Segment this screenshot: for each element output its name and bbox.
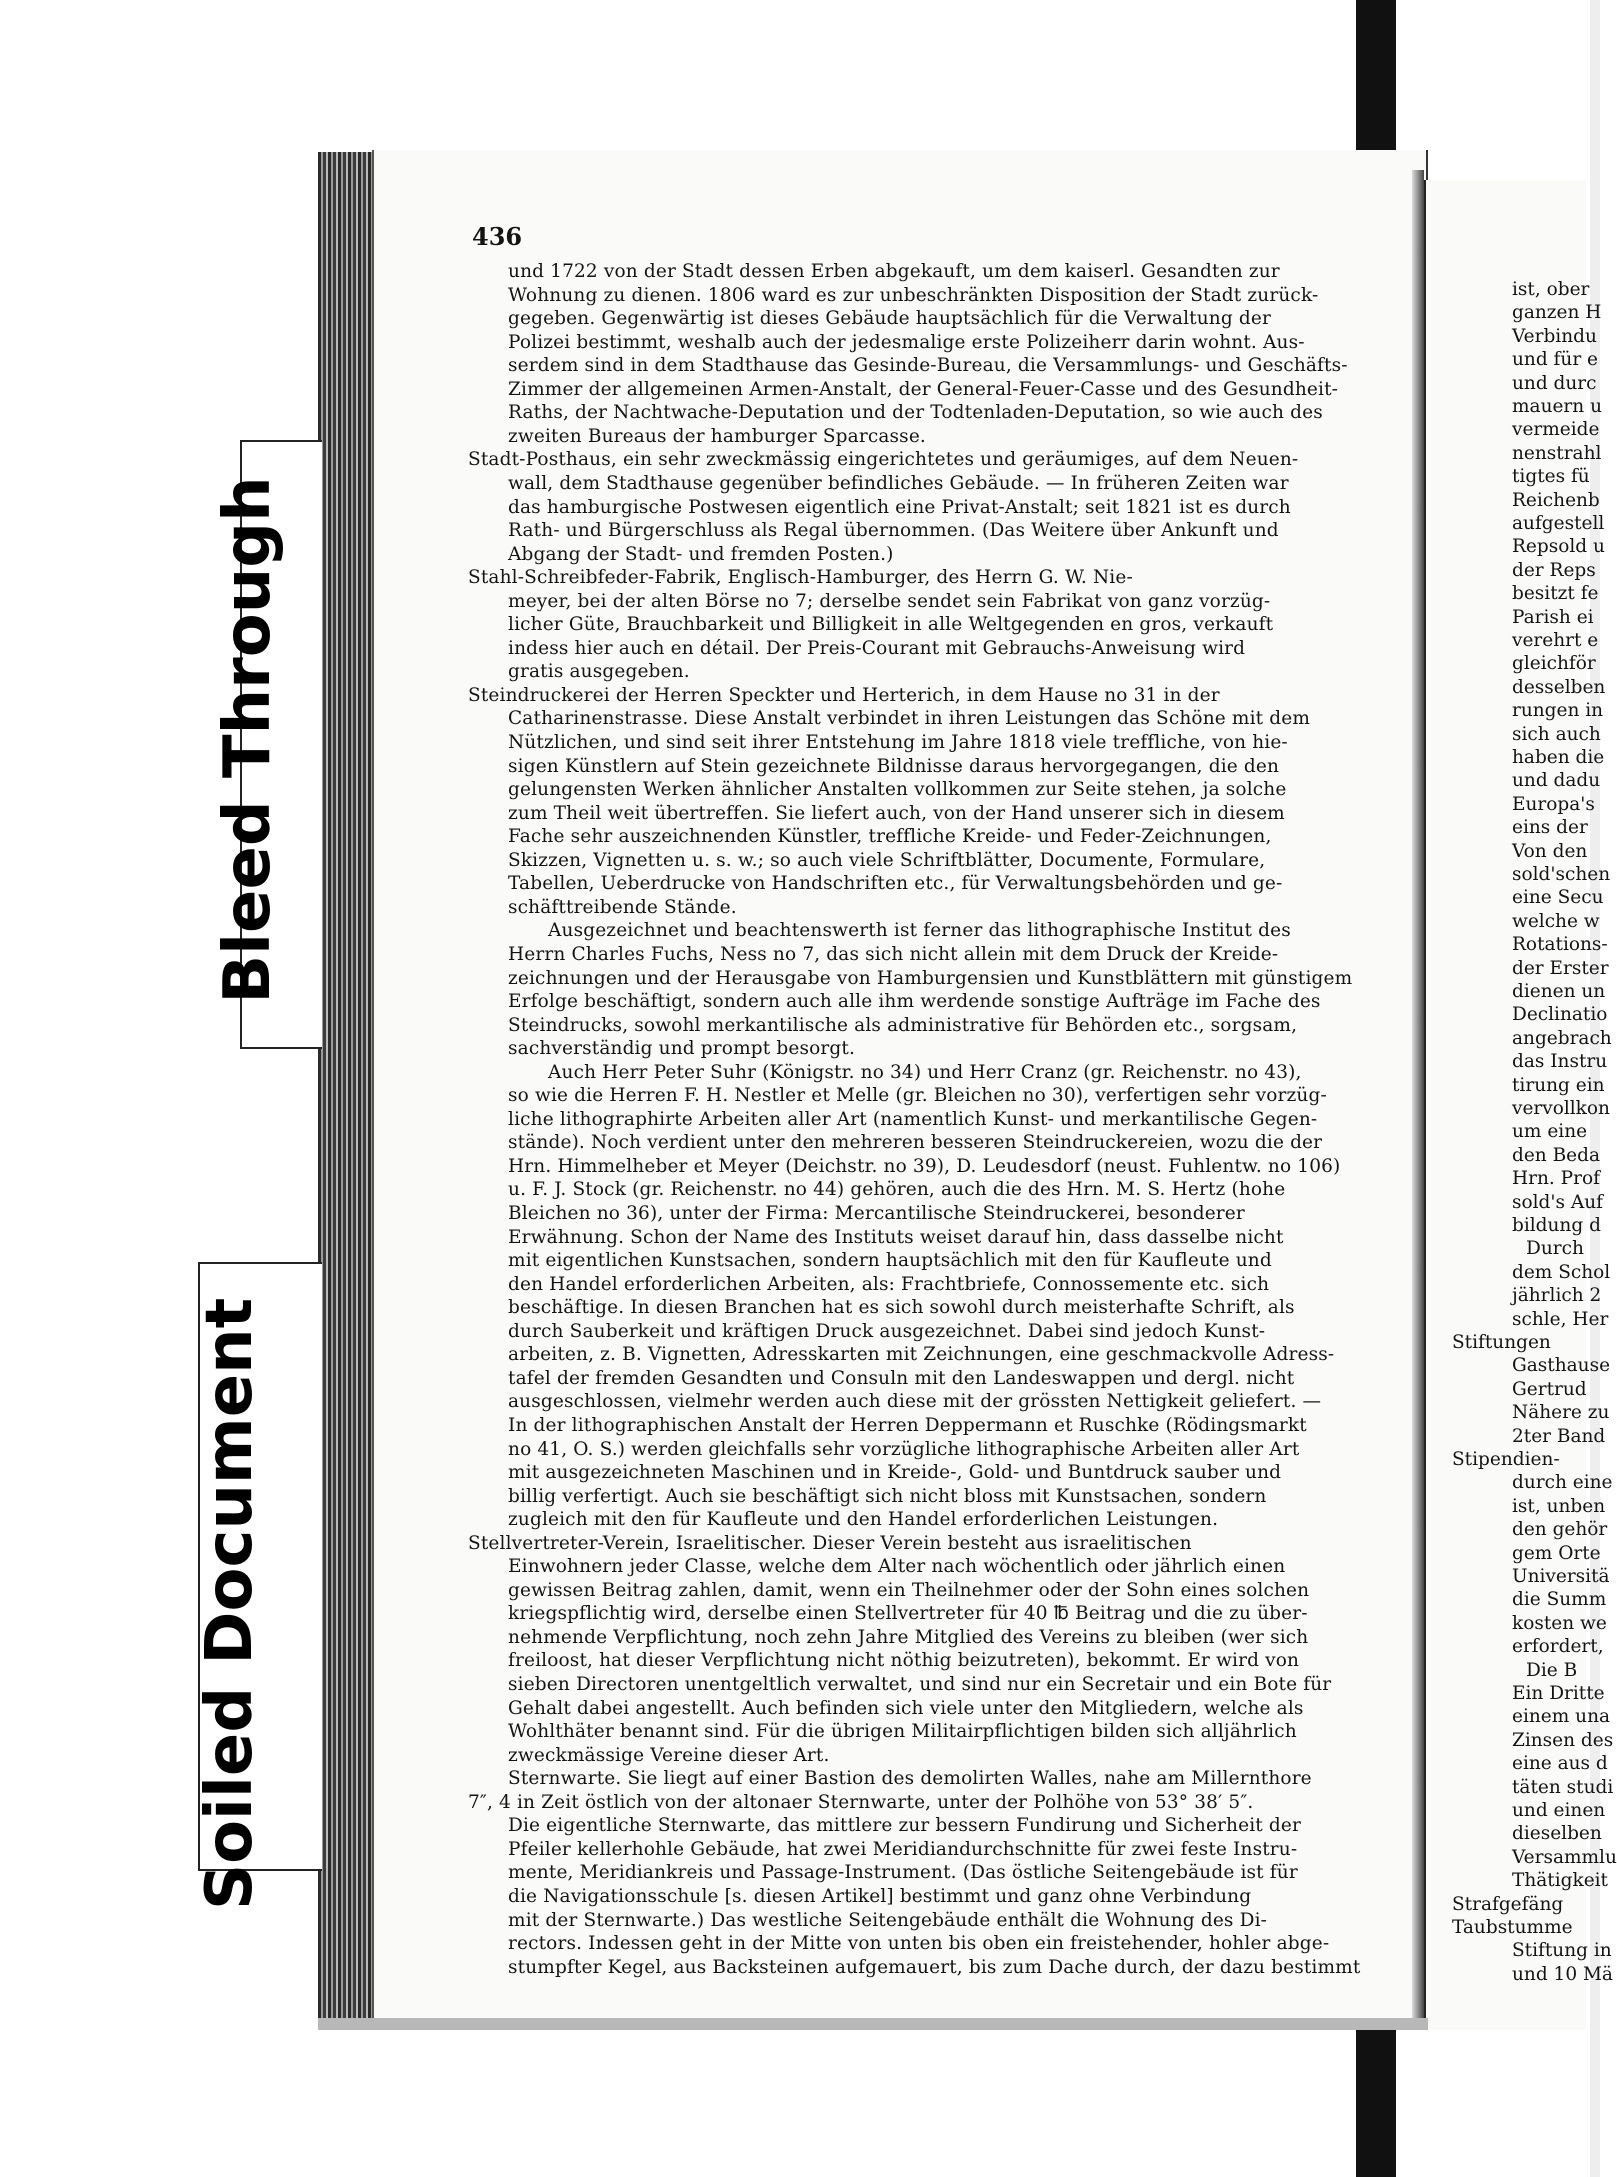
text-line: und 1722 von der Stadt dessen Erben abgekauft, um dem kaiserl. Gesandten zur (508, 261, 1280, 282)
text-line: zum Theil weit übertreffen. Sie liefert auch, von der Hand unserer sich in diesem (508, 802, 1285, 824)
text-line-fragment: desselben (1512, 676, 1606, 698)
text-line-fragment: Strafgefäng (1452, 1893, 1564, 1915)
text-line-fragment: Stipendien- (1452, 1449, 1560, 1470)
text-line: stumpfter Kegel, aus Backsteinen aufgemauert, bis zum Dache durch, der dazu bestimmt (508, 1956, 1361, 1978)
text-line-fragment: und einen (1512, 1800, 1606, 1821)
text-line-fragment: erfordert, (1512, 1636, 1604, 1658)
text-line-fragment: Rotations- (1512, 934, 1608, 956)
text-line-fragment: Gertrud (1512, 1378, 1587, 1400)
text-line-fragment: verehrt e (1512, 630, 1599, 651)
text-line-fragment: dem Schol (1512, 1261, 1611, 1283)
text-line-fragment: Parish ei (1512, 606, 1594, 628)
text-line-fragment: besitzt fe (1512, 583, 1599, 605)
text-line-fragment: Versammlu (1512, 1846, 1617, 1868)
text-line: stände). Noch verdient unter den mehreren besseren Steindruckereien, wozu die der (508, 1132, 1323, 1154)
text-line-fragment: dieselben (1512, 1823, 1602, 1845)
soiled-document-label: Soiled Document (193, 1297, 267, 1910)
text-line: Steindruckerei der Herren Speckter und Herterich, in dem Hause no 31 in der (468, 684, 1220, 706)
text-line-fragment: Ein Dritte (1512, 1683, 1605, 1704)
text-line: durch Sauberkeit und kräftigen Druck ausgezeichnet. Dabei sind jedoch Kunst- (508, 1320, 1266, 1342)
text-line-fragment: Reichenb (1512, 489, 1600, 511)
text-line: schäfttreibende Stände. (508, 896, 737, 918)
text-line: zweiten Bureaus der hamburger Sparcasse. (508, 425, 926, 447)
text-line: tafel der fremden Gesandten und Consuln mit den Landeswappen und dergl. nicht (508, 1367, 1295, 1389)
text-line: gratis ausgegeben. (508, 661, 690, 683)
text-line-fragment: Declinatio (1512, 1004, 1608, 1026)
text-line-fragment: tirung ein (1512, 1074, 1605, 1096)
text-line: mit ausgezeichneten Maschinen und in Kreide-, Gold- und Buntdruck sauber und (508, 1462, 1282, 1484)
text-line: Catharinenstrasse. Diese Anstalt verbindet in ihren Leistungen das Schöne mit dem (508, 708, 1311, 730)
text-line: gegeben. Gegenwärtig ist dieses Gebäude hauptsächlich für die Verwaltung der (508, 308, 1271, 330)
text-line-fragment: die Summ (1512, 1589, 1607, 1611)
text-line: beschäftige. In diesen Branchen hat es sich sowohl durch meisterhafte Schrift, als (508, 1297, 1295, 1319)
text-line-fragment: Die B (1526, 1659, 1578, 1681)
text-line: Sternwarte. Sie liegt auf einer Bastion des demolirten Walles, nahe am Millernthore (508, 1768, 1312, 1790)
text-line-fragment: Durch (1526, 1238, 1584, 1260)
text-line-fragment: aufgestell (1512, 513, 1605, 534)
text-line-fragment: den Beda (1512, 1144, 1601, 1166)
text-line: mit eigentlichen Kunstsachen, sondern hauptsächlich mit den für Kaufleute und (508, 1250, 1272, 1272)
text-line: Hrn. Himmelheber et Meyer (Deichstr. no 39), D. Leudesdorf (neust. Fuhlentw. no 106) (508, 1155, 1341, 1177)
text-line: wall, dem Stadthause gegenüber befindliches Gebäude. — In früheren Zeiten war (508, 472, 1289, 494)
text-line-fragment: tigtes fü (1512, 466, 1590, 488)
text-line: Einwohnern jeder Classe, welche dem Alter nach wöchentlich oder jährlich einen (508, 1556, 1286, 1578)
text-line-fragment: Universitä (1512, 1566, 1610, 1587)
text-line: indess hier auch en détail. Der Preis-Courant mit Gebrauchs-Anweisung wird (508, 637, 1246, 659)
text-line-fragment: jährlich 2 (1512, 1285, 1602, 1307)
text-line-fragment: Europa's (1512, 793, 1595, 815)
text-line: no 41, O. S.) werden gleichfalls sehr vorzügliche lithographische Arbeiten aller Art (508, 1438, 1300, 1460)
text-line: Steindrucks, sowohl merkantilische als administrative für Behörden etc., sorgsam, (508, 1014, 1298, 1036)
text-line-fragment: Von den (1512, 840, 1588, 862)
text-line: zugleich mit den für Kaufleute und den Handel erforderlichen Leistungen. (508, 1509, 1219, 1531)
text-line-fragment: rungen in (1512, 700, 1604, 722)
text-line: Fache sehr auszeichnenden Künstler, treffliche Kreide- und Feder-Zeichnungen, (508, 826, 1272, 848)
text-line-fragment: Stiftung in (1512, 1940, 1612, 1962)
text-line: mit der Sternwarte.) Das westliche Seitengebäude enthält die Wohnung des Di- (508, 1909, 1268, 1931)
text-line-fragment: Taubstumme (1452, 1917, 1573, 1938)
text-line: mente, Meridiankreis und Passage-Instrument. (Das östliche Seitengebäude ist für (508, 1862, 1298, 1884)
text-line: Gehalt dabei angestellt. Auch befinden sich viele unter den Mitgliedern, welche als (508, 1697, 1304, 1719)
text-line-fragment: Verbindu (1512, 325, 1597, 347)
text-line-fragment: angebrach (1512, 1027, 1612, 1049)
text-line: Erfolge beschäftigt, sondern auch alle ihm werdende sonstige Aufträge im Fache des (508, 991, 1321, 1013)
text-line: Stahl-Schreibfeder-Fabrik, Englisch-Hamburger, des Herrn G. W. Nie- (468, 567, 1133, 589)
text-line-fragment: bildung d (1512, 1215, 1601, 1236)
text-line-fragment: eine aus d (1512, 1753, 1608, 1775)
text-line: Stellvertreter-Verein, Israelitischer. Dieser Verein besteht aus israelitischen (468, 1532, 1192, 1554)
text-line: sieben Directoren unentgeltlich verwaltet, und sind nur ein Secretair und ein Bote für (508, 1674, 1332, 1695)
text-line-fragment: der Reps (1512, 559, 1596, 581)
text-line: Die eigentliche Sternwarte, das mittlere zur bessern Fundirung und Sicherheit der (508, 1815, 1301, 1837)
bleed-through-label: Bleed Through (211, 476, 285, 1004)
text-line: Rath- und Bürgerschluss als Regal übernommen. (Das Weitere über Ankunft und (508, 520, 1279, 542)
text-line: meyer, bei der alten Börse no 7; derselbe sendet sein Fabrikat von ganz vorzüg- (508, 590, 1271, 612)
text-line: Herrn Charles Fuchs, Ness no 7, das sich nicht allein mit dem Druck der Kreide- (508, 943, 1279, 965)
text-line: rectors. Indessen geht in der Mitte von unten bis oben ein freistehender, hohler abge- (508, 1933, 1330, 1955)
text-line-fragment: sold'schen (1512, 864, 1611, 885)
text-line: Wohlthäter benannt sind. Für die übrigen Militairpflichtigen bilden sich alljährlich (508, 1721, 1297, 1743)
text-line: nehmende Verpflichtung, noch zehn Jahre Mitglied des Vereins zu bleiben (wer sich (508, 1626, 1309, 1648)
text-line-fragment: ist, unben (1512, 1495, 1606, 1517)
text-line: sigen Künstlern auf Stein gezeichnete Bildnisse daraus hervorgegangen, die den (508, 755, 1280, 777)
text-line-fragment: um eine (1512, 1121, 1588, 1143)
text-line: ausgeschlossen, vielmehr werden auch diese mit der grössten Nettigkeit geliefert. — (508, 1391, 1322, 1413)
text-line-fragment: ganzen H (1512, 302, 1602, 324)
text-line: das hamburgische Postwesen eigentlich eine Privat-Anstalt; seit 1821 ist es durch (508, 496, 1291, 518)
page-number: 436 (472, 222, 523, 251)
text-line: sachverständig und prompt besorgt. (508, 1038, 855, 1060)
text-line: 7″, 4 in Zeit östlich von der altonaer Sternwarte, unter der Polhöhe von 53° 38′ 5″. (468, 1791, 1254, 1813)
text-line: billig verfertigt. Auch sie beschäftigt sich nicht bloss mit Kunstsachen, sondern (508, 1485, 1267, 1507)
text-line-fragment: Hrn. Prof (1512, 1168, 1600, 1190)
text-line: gewissen Beitrag zahlen, damit, wenn ein Theilnehmer oder der Sohn eines solchen (508, 1579, 1310, 1601)
text-line-fragment: den gehör (1512, 1519, 1608, 1541)
text-line: Pfeiler kellerhohle Gebäude, hat zwei Meridiandurchschnitte für zwei feste Instru- (508, 1838, 1298, 1860)
text-line-fragment: dienen un (1512, 981, 1606, 1002)
text-line-fragment: Repsold u (1512, 536, 1605, 558)
text-line-fragment: vervollkon (1512, 1098, 1610, 1119)
text-line: zweckmässige Vereine dieser Art. (508, 1744, 830, 1766)
text-line-fragment: und dadu (1512, 770, 1601, 792)
text-line-fragment: ist, ober (1512, 279, 1590, 300)
text-line-fragment: täten studi (1512, 1776, 1614, 1798)
text-line: Bleichen no 36), unter der Firma: Mercantilische Steindruckerei, besonderer (508, 1203, 1245, 1224)
text-line: licher Güte, Brauchbarkeit und Billigkeit in alle Weltgegenden en gros, verkauft (508, 614, 1274, 636)
text-line-fragment: und für e (1512, 349, 1598, 371)
text-line: freiloost, hat dieser Verpflichtung nicht nöthig beizutreten), bekommt. Er wird von (508, 1650, 1300, 1672)
text-line-fragment: 2ter Band (1512, 1425, 1606, 1447)
text-line: Raths, der Nachtwache-Deputation und der Todtenladen-Deputation, so wie auch des (508, 402, 1323, 424)
text-line: Zimmer der allgemeinen Armen-Anstalt, der General-Feuer-Casse und des Gesundheit- (508, 378, 1339, 400)
text-line: Tabellen, Ueberdrucke von Handschriften etc., für Verwaltungsbehörden und ge- (508, 873, 1283, 895)
text-line-fragment: Thätigkeit (1512, 1870, 1608, 1892)
text-line: serdem sind in dem Stadthause das Gesinde-Bureau, die Versammlungs- und Geschäfts- (508, 355, 1348, 377)
text-line: Wohnung zu dienen. 1806 ward es zur unbeschränkten Disposition der Stadt zurück- (508, 284, 1319, 306)
text-line-fragment: eine Secu (1512, 887, 1604, 909)
text-line-fragment: Zinsen des (1512, 1729, 1614, 1751)
text-line-fragment: mauern u (1512, 396, 1602, 417)
text-line-fragment: eins der (1512, 817, 1588, 839)
text-line: liche lithographirte Arbeiten aller Art (namentlich Kunst- und merkantilische Gegen- (508, 1108, 1318, 1130)
text-line: kriegspflichtig wird, derselbe einen Stellvertreter für 40 ℔ Beitrag und die zu über- (508, 1603, 1308, 1625)
text-line-fragment: sold's Auf (1512, 1191, 1603, 1213)
text-line-fragment: Gasthause (1512, 1355, 1611, 1377)
text-line: Auch Herr Peter Suhr (Königstr. no 34) und Herr Cranz (gr. Reichenstr. no 43), (548, 1061, 1302, 1083)
text-line: Abgang der Stadt- und fremden Posten.) (508, 543, 894, 565)
text-line-fragment: Nähere zu (1512, 1402, 1610, 1424)
text-line-fragment: durch eine (1512, 1472, 1613, 1494)
text-line: arbeiten, z. B. Vignetten, Adresskarten mit Zeichnungen, eine geschmackvolle Adress- (508, 1344, 1335, 1366)
text-line: den Handel erforderlichen Arbeiten, als: Frachtbriefe, Connossemente etc. sich (508, 1273, 1270, 1295)
text-line: gelungensten Werken ähnlicher Anstalten vollkommen zur Seite stehen, ja solche (508, 779, 1287, 801)
text-line: so wie die Herren F. H. Nestler et Melle (gr. Bleichen no 30), verfertigen sehr vorzüg- (508, 1085, 1327, 1107)
text-line-fragment: kosten we (1512, 1612, 1607, 1634)
text-line: zeichnungen und der Herausgabe von Hamburgensien und Kunstblättern mit günstigem (508, 967, 1353, 989)
text-line-fragment: gem Orte (1512, 1542, 1601, 1564)
text-line-fragment: haben die (1512, 747, 1605, 768)
text-line-fragment: nenstrahl (1512, 442, 1602, 464)
text-line-fragment: das Instru (1512, 1051, 1608, 1073)
text-line: Erwähnung. Schon der Name des Instituts weiset darauf hin, dass dasselbe nicht (508, 1226, 1284, 1248)
text-line-fragment: schle, Her (1512, 1308, 1609, 1330)
text-line-fragment: einem una (1512, 1706, 1611, 1728)
text-line: Ausgezeichnet und beachtenswerth ist ferner das lithographische Institut des (548, 920, 1291, 942)
text-line-fragment: sich auch (1512, 723, 1601, 745)
text-line-fragment: gleichför (1512, 653, 1596, 675)
text-line-fragment: und durc (1512, 372, 1597, 394)
text-line-fragment: Stiftungen (1452, 1332, 1551, 1353)
text-line-fragment: welche w (1512, 910, 1600, 932)
text-line: Nützlichen, und sind seit ihrer Entstehung im Jahre 1818 viele treffliche, von hie- (508, 732, 1288, 753)
text-line-fragment: vermeide (1512, 419, 1600, 441)
text-line-fragment: und 10 Mä (1512, 1963, 1613, 1985)
text-line: u. F. J. Stock (gr. Reichenstr. no 44) gehören, auch die des Hrn. M. S. Hertz (hohe (508, 1179, 1286, 1201)
text-line: Stadt-Posthaus, ein sehr zweckmässig eingerichtetes und geräumiges, auf dem Neuen- (468, 449, 1299, 471)
text-line: Polizei bestimmt, weshalb auch der jedesmalige erste Polizeiherr darin wohnt. Aus- (508, 331, 1305, 353)
text-line: die Navigationsschule [s. diesen Artikel] bestimmt und ganz ohne Verbindung (508, 1885, 1252, 1907)
text-line-fragment: der Erster (1512, 957, 1609, 979)
text-line: Skizzen, Vignetten u. s. w.; so auch viele Schriftblätter, Documente, Formulare, (508, 849, 1266, 871)
text-line: In der lithographischen Anstalt der Herren Deppermann et Ruschke (Rödingsmarkt (508, 1414, 1307, 1436)
